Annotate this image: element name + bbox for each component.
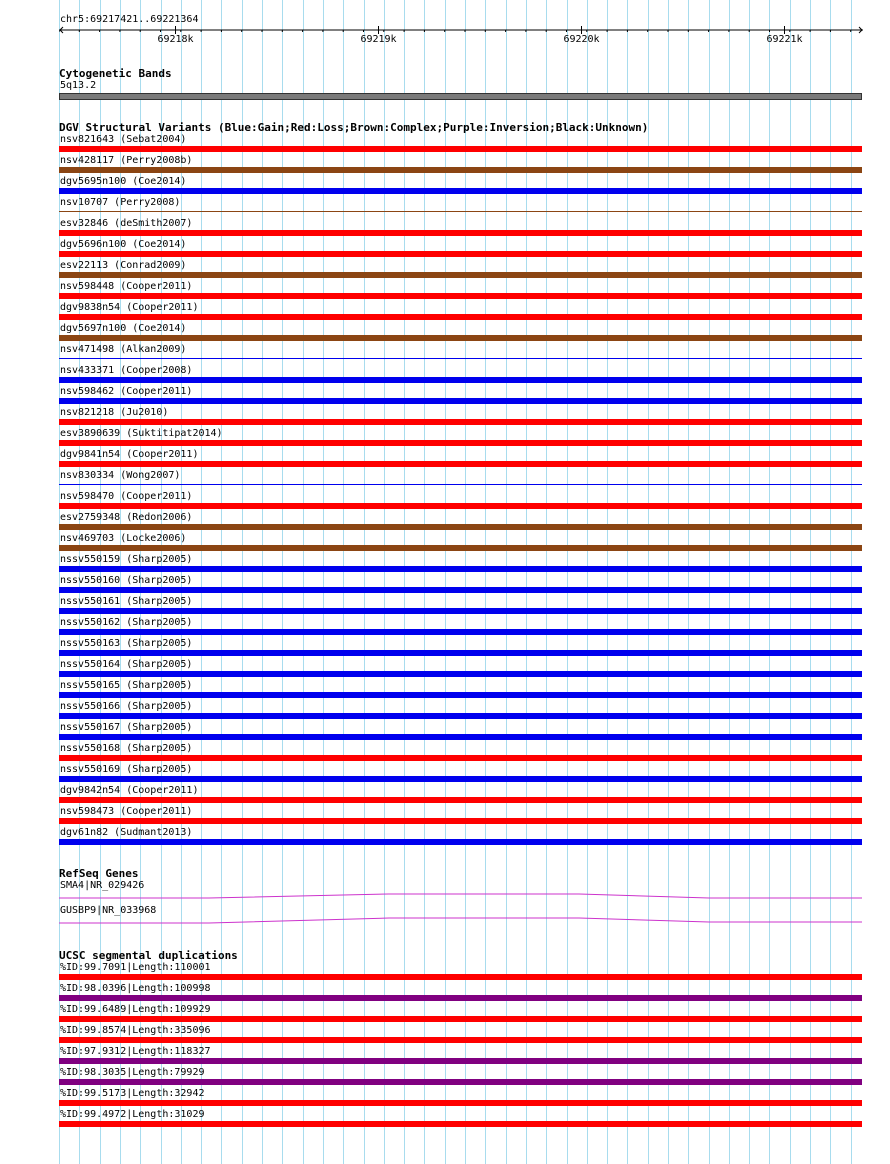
dgv-variant-label: dgv9838n54 (Cooper2011) <box>60 302 199 313</box>
dgv-variant-bar[interactable] <box>59 776 862 782</box>
dgv-variant-label: dgv5695n100 (Coe2014) <box>60 176 187 187</box>
segdup-bar[interactable] <box>59 1016 862 1022</box>
dgv-variant-bar[interactable] <box>59 335 862 341</box>
dgv-variant-bar[interactable] <box>59 484 862 485</box>
dgv-variant-bar[interactable] <box>59 755 862 761</box>
dgv-variant-bar[interactable] <box>59 566 862 572</box>
dgv-variant-bar[interactable] <box>59 692 862 698</box>
grid-line <box>749 0 750 1164</box>
dgv-variant-label: nssv550161 (Sharp2005) <box>60 596 193 607</box>
grid-line <box>404 0 405 1164</box>
grid-line <box>688 0 689 1164</box>
dgv-variant-bar[interactable] <box>59 503 862 509</box>
dgv-variant-label: dgv61n82 (Sudmant2013) <box>60 827 193 838</box>
dgv-variant-label: esv32846 (deSmith2007) <box>60 218 193 229</box>
grid-line <box>607 0 608 1164</box>
segdup-bar[interactable] <box>59 1079 862 1085</box>
refseq-gene-label: SMA4|NR_029426 <box>60 880 145 891</box>
dgv-variant-bar[interactable] <box>59 272 862 278</box>
dgv-variant-label: nsv821643 (Sebat2004) <box>60 134 187 145</box>
dgv-variant-bar[interactable] <box>59 377 862 383</box>
grid-line <box>587 0 588 1164</box>
dgv-variant-label: nsv598473 (Cooper2011) <box>60 806 193 817</box>
grid-line <box>851 0 852 1164</box>
dgv-variant-bar[interactable] <box>59 211 862 212</box>
dgv-variant-bar[interactable] <box>59 650 862 656</box>
dgv-variant-label: nsv821218 (Ju2010) <box>60 407 169 418</box>
segdup-label: %ID:99.7091|Length:110001 <box>60 962 211 973</box>
segdup-label: %ID:99.4972|Length:31029 <box>60 1109 205 1120</box>
dgv-variant-label: nssv550167 (Sharp2005) <box>60 722 193 733</box>
dgv-variant-bar[interactable] <box>59 839 862 845</box>
segdup-track-title: UCSC segmental duplications <box>59 949 238 962</box>
dgv-variant-bar[interactable] <box>59 440 862 446</box>
grid-line <box>546 0 547 1164</box>
dgv-variant-label: nssv550162 (Sharp2005) <box>60 617 193 628</box>
dgv-variant-bar[interactable] <box>59 419 862 425</box>
dgv-variant-label: nssv550159 (Sharp2005) <box>60 554 193 565</box>
segdup-label: %ID:99.8574|Length:335096 <box>60 1025 211 1036</box>
scale-ruler <box>59 24 863 42</box>
grid-line <box>364 0 365 1164</box>
segdup-label: %ID:98.3035|Length:79929 <box>60 1067 205 1078</box>
grid-line <box>303 0 304 1164</box>
position-label: chr5:69217421..69221364 <box>60 14 199 25</box>
dgv-variant-bar[interactable] <box>59 251 862 257</box>
dgv-variant-label: nssv550166 (Sharp2005) <box>60 701 193 712</box>
grid-line <box>830 0 831 1164</box>
cytoband-track-title: Cytogenetic Bands <box>59 67 172 80</box>
grid-line <box>668 0 669 1164</box>
dgv-variant-label: nsv830334 (Wong2007) <box>60 470 181 481</box>
dgv-variant-label: nssv550164 (Sharp2005) <box>60 659 193 670</box>
grid-line <box>567 0 568 1164</box>
dgv-variant-bar[interactable] <box>59 398 862 404</box>
dgv-variant-label: nsv433371 (Cooper2008) <box>60 365 193 376</box>
dgv-variant-bar[interactable] <box>59 167 862 173</box>
segdup-label: %ID:97.9312|Length:118327 <box>60 1046 211 1057</box>
dgv-variant-bar[interactable] <box>59 524 862 530</box>
dgv-variant-bar[interactable] <box>59 230 862 236</box>
refseq-gene-line[interactable] <box>59 913 863 925</box>
grid-line <box>445 0 446 1164</box>
dgv-variant-label: esv3890639 (Suktitipat2014) <box>60 428 223 439</box>
dgv-variant-label: nsv469703 (Locke2006) <box>60 533 187 544</box>
dgv-variant-label: nsv471498 (Alkan2009) <box>60 344 187 355</box>
segdup-label: %ID:99.5173|Length:32942 <box>60 1088 205 1099</box>
dgv-variant-bar[interactable] <box>59 587 862 593</box>
grid-line <box>526 0 527 1164</box>
segdup-bar[interactable] <box>59 974 862 980</box>
ruler-tick-label: 69220k <box>563 34 600 42</box>
dgv-variant-label: nssv550168 (Sharp2005) <box>60 743 193 754</box>
segdup-label: %ID:98.0396|Length:100998 <box>60 983 211 994</box>
grid-line <box>769 0 770 1164</box>
dgv-variant-label: nssv550169 (Sharp2005) <box>60 764 193 775</box>
dgv-variant-bar[interactable] <box>59 545 862 551</box>
dgv-variant-label: dgv9841n54 (Cooper2011) <box>60 449 199 460</box>
dgv-variant-label: nssv550165 (Sharp2005) <box>60 680 193 691</box>
dgv-variant-bar[interactable] <box>59 713 862 719</box>
ruler-tick-label: 69221k <box>766 34 803 42</box>
dgv-variant-bar[interactable] <box>59 818 862 824</box>
grid-line <box>221 0 222 1164</box>
dgv-variant-label: esv2759348 (Redon2006) <box>60 512 193 523</box>
dgv-variant-bar[interactable] <box>59 608 862 614</box>
segdup-bar[interactable] <box>59 1121 862 1127</box>
dgv-variant-bar[interactable] <box>59 797 862 803</box>
dgv-variant-label: nsv428117 (Perry2008b) <box>60 155 193 166</box>
grid-line <box>790 0 791 1164</box>
segdup-bar[interactable] <box>59 1037 862 1043</box>
refseq-track-title: RefSeq Genes <box>59 867 139 880</box>
grid-line <box>323 0 324 1164</box>
grid-line <box>648 0 649 1164</box>
dgv-variant-label: esv22113 (Conrad2009) <box>60 260 187 271</box>
grid-line <box>424 0 425 1164</box>
segdup-label: %ID:99.6489|Length:109929 <box>60 1004 211 1015</box>
dgv-variant-bar[interactable] <box>59 734 862 740</box>
grid-line <box>465 0 466 1164</box>
grid-line <box>729 0 730 1164</box>
dgv-variant-bar[interactable] <box>59 358 862 359</box>
dgv-variant-label: nsv10707 (Perry2008) <box>60 197 181 208</box>
grid-line <box>810 0 811 1164</box>
dgv-variant-label: dgv5696n100 (Coe2014) <box>60 239 187 250</box>
dgv-track-title: DGV Structural Variants (Blue:Gain;Red:Loss;Brown:Complex;Purple:Inversion;Black:Unknown) <box>59 121 649 134</box>
grid-line <box>709 0 710 1164</box>
dgv-variant-label: nsv598462 (Cooper2011) <box>60 386 193 397</box>
cytoband-bar[interactable] <box>59 93 862 100</box>
ruler-tick-label: 69219k <box>360 34 397 42</box>
grid-line <box>506 0 507 1164</box>
segdup-bar[interactable] <box>59 1100 862 1106</box>
ruler-tick-label: 69218k <box>157 34 194 42</box>
refseq-gene-label: GUSBP9|NR_033968 <box>60 905 157 916</box>
refseq-gene-line[interactable] <box>59 889 863 901</box>
dgv-variant-label: dgv9842n54 (Cooper2011) <box>60 785 199 796</box>
dgv-variant-label: nsv598448 (Cooper2011) <box>60 281 193 292</box>
dgv-variant-bar[interactable] <box>59 146 862 152</box>
grid-line <box>485 0 486 1164</box>
segdup-bar[interactable] <box>59 995 862 1001</box>
dgv-variant-bar[interactable] <box>59 293 862 299</box>
grid-line <box>384 0 385 1164</box>
grid-line <box>242 0 243 1164</box>
segdup-bar[interactable] <box>59 1058 862 1064</box>
dgv-variant-bar[interactable] <box>59 461 862 467</box>
dgv-variant-bar[interactable] <box>59 314 862 320</box>
grid-line <box>262 0 263 1164</box>
dgv-variant-label: nsv598470 (Cooper2011) <box>60 491 193 502</box>
cytoband-label: 5q13.2 <box>60 80 97 91</box>
grid-line <box>627 0 628 1164</box>
dgv-variant-label: nssv550163 (Sharp2005) <box>60 638 193 649</box>
dgv-variant-bar[interactable] <box>59 629 862 635</box>
grid-line <box>343 0 344 1164</box>
grid-line <box>282 0 283 1164</box>
dgv-variant-bar[interactable] <box>59 671 862 677</box>
dgv-variant-label: nssv550160 (Sharp2005) <box>60 575 193 586</box>
dgv-variant-label: dgv5697n100 (Coe2014) <box>60 323 187 334</box>
dgv-variant-bar[interactable] <box>59 188 862 194</box>
